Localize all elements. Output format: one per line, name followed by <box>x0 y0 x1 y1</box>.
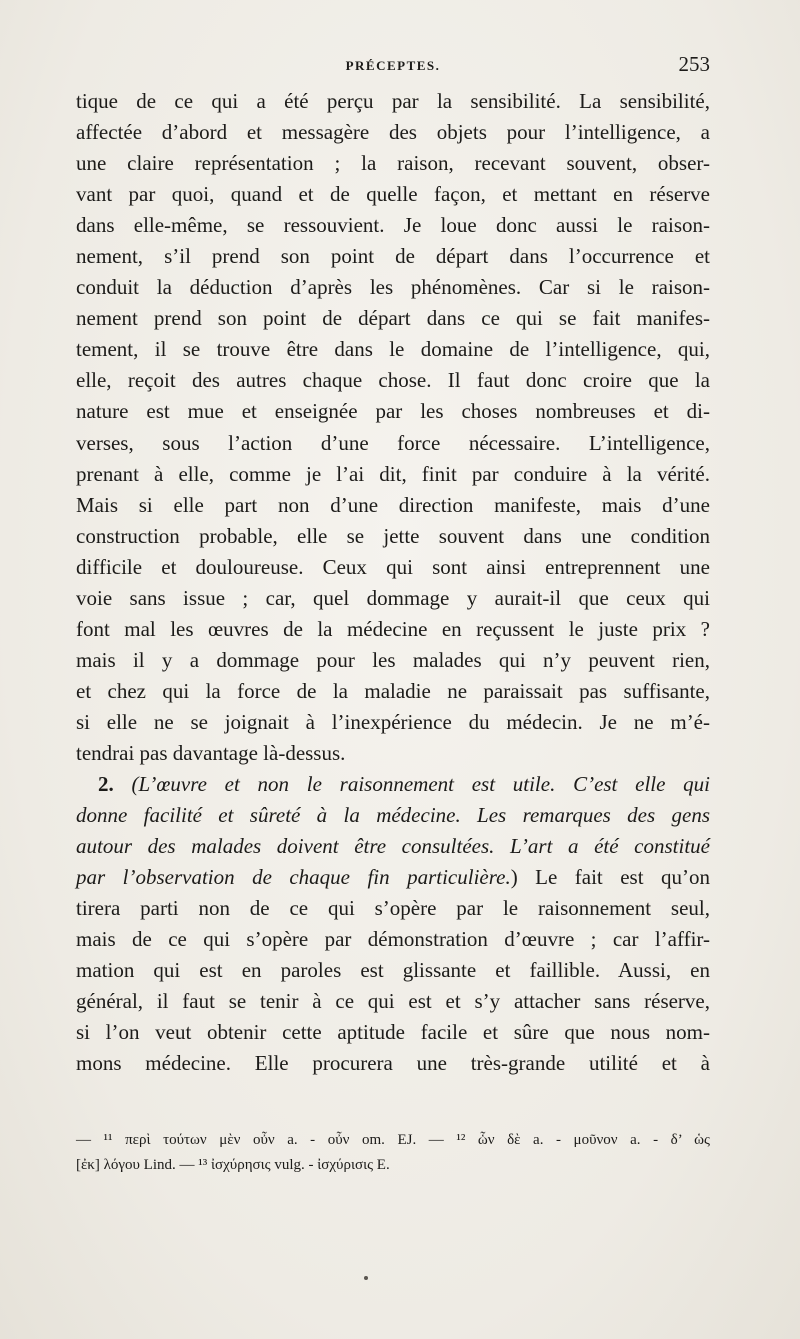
text-line: nement prend son point de départ dans ce qui se fait manifes- <box>76 306 710 331</box>
text-line: mons médecine. Elle procurera une très-grande utilité et à <box>76 1051 710 1076</box>
text-line: mais de ce qui s’opère par démonstration d’œuvre ; car l’affir- <box>76 927 710 952</box>
text-line: vant par quoi, quand et de quelle façon, et mettant en réserve <box>76 182 710 207</box>
text-line: tirera parti non de ce qui s’opère par le raisonnement seul, <box>76 896 710 921</box>
section-summary-italic: par l’observation de chaque fin particulière. <box>76 865 511 890</box>
text-line-italic <box>76 831 710 862</box>
footnote-line: — ¹¹ περὶ τούτων μὲν οὖν a. - οὖν om. EJ. — ¹² ὧν δὲ a. - μοῦνον a. - δ’ ὡς <box>76 1132 710 1148</box>
text-line: une claire représentation ; la raison, recevant souvent, obser- <box>76 151 710 176</box>
body-text <box>76 86 710 1080</box>
footnotes <box>76 1128 710 1178</box>
text-fragment: ) Le fait est qu’on <box>510 865 710 890</box>
footnote-line: [ἐκ] λόγου Lind. — ¹³ ἰσχύρησις vulg. - ἰσχύρισις E. <box>76 1157 390 1173</box>
section-summary-italic: autour des malades doivent être consultées. L’art a été constitué <box>76 834 710 859</box>
text-line: nement, s’il prend son point de départ dans l’occurrence et <box>76 244 710 269</box>
text-line: dans elle-même, se ressouvient. Je loue donc aussi le raison- <box>76 213 710 238</box>
text-line: et chez qui la force de la maladie ne paraissait pas suffisante, <box>76 678 710 703</box>
text-line: général, il faut se tenir à ce qui est et s’y attacher sans réserve, <box>76 989 710 1014</box>
paper-speck <box>364 1276 368 1280</box>
text-line: conduit la déduction d’après les phénomènes. Car si le raison- <box>76 275 710 300</box>
text-line: affectée d’abord et messagère des objets pour l’intelligence, a <box>76 120 710 145</box>
section-number: 2. <box>98 772 114 797</box>
text-line: elle, reçoit des autres chaque chose. Il faut donc croire que la <box>76 368 710 393</box>
section-2-heading-line <box>76 769 710 800</box>
text-line: voie sans issue ; car, quel dommage y aurait-il que ceux qui <box>76 585 710 610</box>
section-summary-italic: (L’œuvre et non le raisonnement est utile. C’est elle qui <box>131 772 710 797</box>
text-line-italic <box>76 800 710 831</box>
text-line: si l’on veut obtenir cette aptitude facile et sûre que nous nom- <box>76 1020 710 1045</box>
text-line: difficile et douloureuse. Ceux qui sont ainsi entreprennent une <box>76 554 710 579</box>
text-line: tendrai pas davantage là-dessus. <box>76 740 346 765</box>
text-line: mais il y a dommage pour les malades qui n’y peuvent rien, <box>76 647 710 672</box>
text-line: Mais si elle part non d’une direction manifeste, mais d’une <box>76 492 710 517</box>
text-line: font mal les œuvres de la médecine en reçussent le juste prix ? <box>76 616 710 641</box>
text-line-mixed <box>76 862 710 893</box>
running-title: PRÉCEPTES. <box>345 58 441 73</box>
text-line: si elle ne se joignait à l’inexpérience du médecin. Je ne m’é- <box>76 709 710 734</box>
text-line: prenant à elle, comme je l’ai dit, finit par conduire à la vérité. <box>76 461 710 486</box>
page-number: 253 <box>678 52 710 76</box>
text-line: tique de ce qui a été perçu par la sensibilité. La sensibilité, <box>76 89 710 113</box>
text-line: construction probable, elle se jette souvent dans une condition <box>76 523 710 548</box>
text-line: verses, sous l’action d’une force nécessaire. L’intelligence, <box>76 430 710 455</box>
text-line: mation qui est en paroles est glissante et faillible. Aussi, en <box>76 958 710 983</box>
section-summary-italic: donne facilité et sûreté à la médecine. Les remarques des gens <box>76 803 710 828</box>
text-line: nature est mue et enseignée par les choses nombreuses et di- <box>76 399 710 424</box>
text-line: tement, il se trouve être dans le domaine de l’intelligence, qui, <box>76 337 710 362</box>
page-header <box>76 52 710 80</box>
